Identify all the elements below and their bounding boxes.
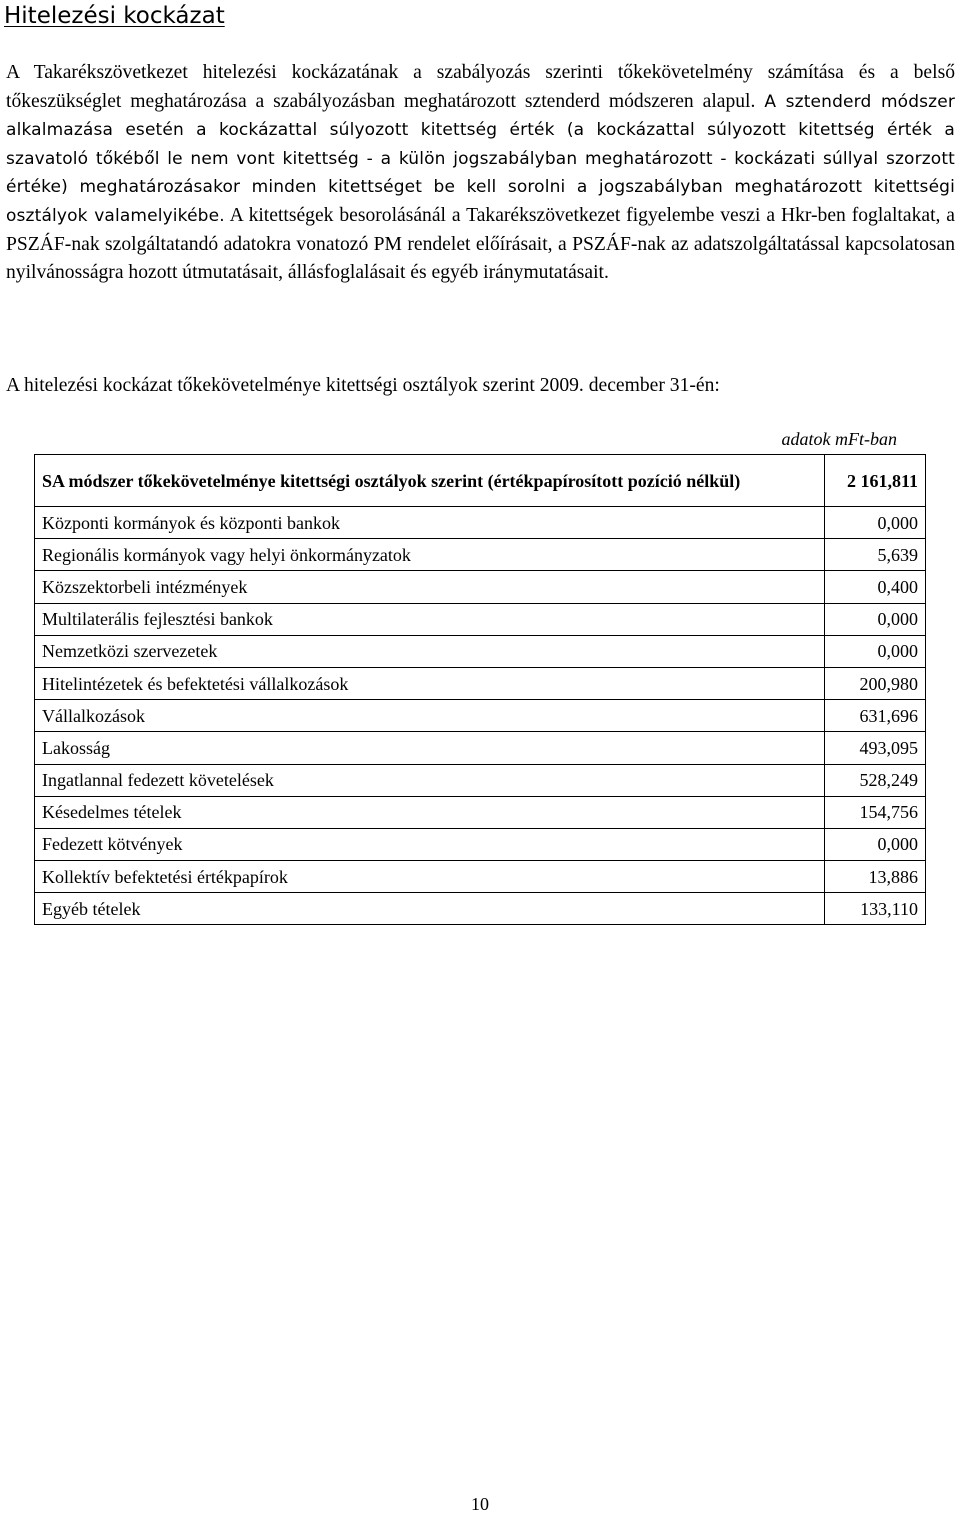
row-label: Lakosság — [35, 732, 825, 764]
table-header-row — [35, 455, 926, 507]
row-value: 200,980 — [825, 667, 926, 699]
row-value: 133,110 — [825, 893, 926, 925]
row-label: Késedelmes tételek — [35, 796, 825, 828]
row-value: 0,000 — [825, 635, 926, 667]
intro-paragraph-tail-part: A kitettségek besorolásánál a Takarékszövetkezet figyelembe veszi a Hkr-ben foglaltakat, a PSZÁF-nak szolgáltatandó adatokra vonatozó PM rendelet előírásait, a PSZÁF-nak az adatszolgáltatással kapcsolatosan nyilvánosságra hozott útmutatásait, állásfoglalásait és egyéb iránymutatásait. — [6, 204, 955, 284]
table-row — [35, 861, 926, 893]
table-caption: A hitelezési kockázat tőkekövetelménye kitettségi osztályok szerint 2009. december 31-én: — [6, 375, 720, 396]
capital-requirement-table-body — [35, 455, 926, 925]
table-row — [35, 796, 926, 828]
intro-paragraph — [6, 59, 955, 288]
table-row — [35, 764, 926, 796]
intro-paragraph-sans-part: A sztenderd módszer alkalmazása esetén a kockázattal súlyozott kitettség érték (a kockázattal súlyozott kitettség érték a szavatoló tőkéből le nem vont kitettség - a külön jogszabályban meghatározott - kockázati súllyal szorzott értéke) meghatározásakor minden kitettséget be kell sorolni a jogszabályban meghatározott kitettségi osztályok valamelyikébe. — [6, 91, 955, 226]
table-row — [35, 539, 926, 571]
row-label: Közszektorbeli intézmények — [35, 571, 825, 603]
row-value: 154,756 — [825, 796, 926, 828]
section-heading: Hitelezési kockázat — [4, 3, 225, 29]
row-value: 5,639 — [825, 539, 926, 571]
row-label: Regionális kormányok vagy helyi önkormányzatok — [35, 539, 825, 571]
row-label: Egyéb tételek — [35, 893, 825, 925]
row-label: Multilaterális fejlesztési bankok — [35, 603, 825, 635]
row-label: Kollektív befektetési értékpapírok — [35, 861, 825, 893]
row-label: Fedezett kötvények — [35, 828, 825, 860]
row-value: 0,400 — [825, 571, 926, 603]
row-label: Hitelintézetek és befektetési vállalkozások — [35, 667, 825, 699]
table-row — [35, 893, 926, 925]
row-label: Vállalkozások — [35, 700, 825, 732]
table-row — [35, 700, 926, 732]
row-value: 0,000 — [825, 507, 926, 539]
capital-requirement-table — [34, 454, 926, 925]
row-value: 493,095 — [825, 732, 926, 764]
table-row — [35, 635, 926, 667]
table-row — [35, 603, 926, 635]
row-label: Ingatlannal fedezett követelések — [35, 764, 825, 796]
units-note: adatok mFt-ban — [781, 429, 897, 449]
row-value: 631,696 — [825, 700, 926, 732]
row-value: 0,000 — [825, 603, 926, 635]
row-label: Nemzetközi szervezetek — [35, 635, 825, 667]
table-row — [35, 667, 926, 699]
row-value: 13,886 — [825, 861, 926, 893]
table-row — [35, 732, 926, 764]
row-value: 0,000 — [825, 828, 926, 860]
row-label: Központi kormányok és központi bankok — [35, 507, 825, 539]
table-row — [35, 828, 926, 860]
row-value: 528,249 — [825, 764, 926, 796]
table-row — [35, 507, 926, 539]
table-header-value: 2 161,811 — [825, 455, 926, 507]
page-number: 10 — [471, 1494, 489, 1514]
intro-paragraph-serif-part: A Takarékszövetkezet hitelezési kockázatának a szabályozás szerinti tőkekövetelmény számítása és a belső tőkeszükséglet meghatározása a szabályozásban meghatározott sztenderd módszeren alapul. — [6, 62, 955, 112]
table-header-label: SA módszer tőkekövetelménye kitettségi osztályok szerint (értékpapírosított pozíció nélkül) — [35, 455, 825, 507]
table-row — [35, 571, 926, 603]
